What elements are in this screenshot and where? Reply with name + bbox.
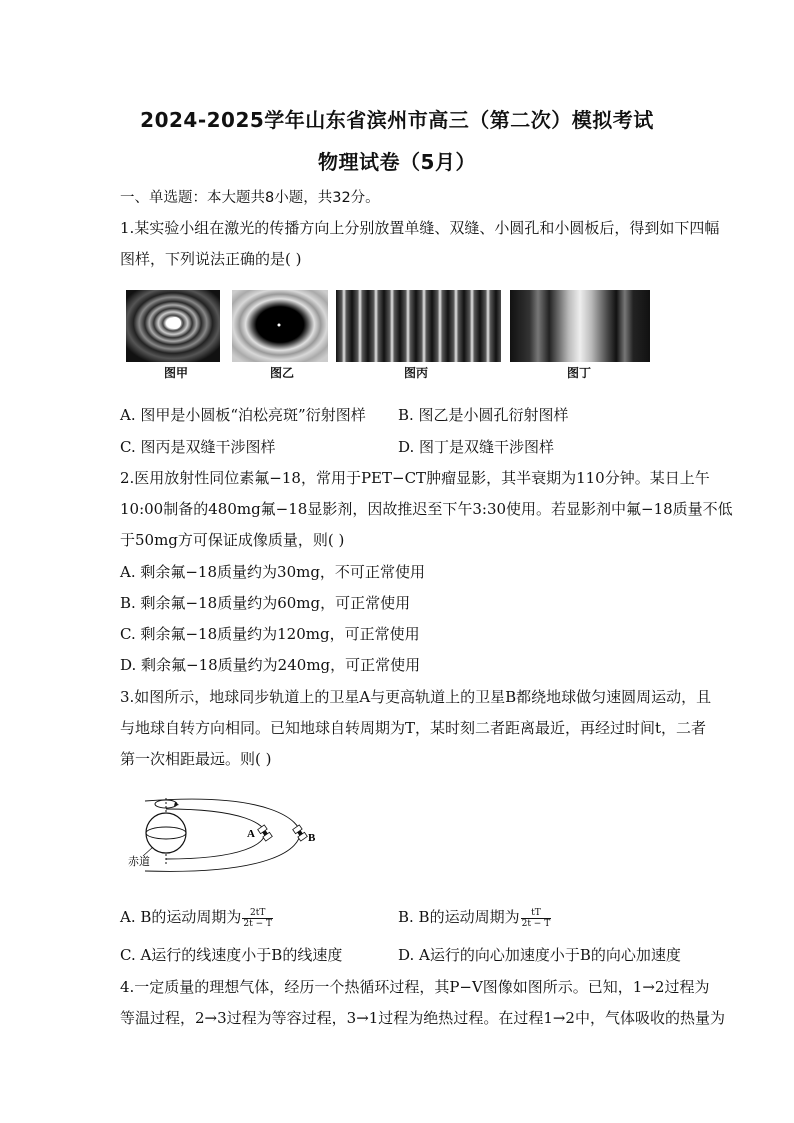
q4-stem-line1: 4.一定质量的理想气体，经历一个热循环过程，其P−V图像如图所示。已知，1→2过程为 (120, 978, 710, 996)
q3-option-a[interactable]: A. B的运动周期为 $\frac{2tT}{2t - T}$ (120, 907, 273, 929)
q1-option-d[interactable]: D. 图丁是双缝干涉图样 (398, 438, 555, 456)
label-b: B (308, 832, 316, 844)
q1-option-b[interactable]: B. 图乙是小圆孔衍射图样 (398, 406, 569, 424)
exam-title: 2024-2025学年山东省滨州市高三（第二次）模拟考试 (140, 108, 654, 132)
exam-subtitle: 物理试卷（5月） (318, 150, 476, 174)
q4-stem-line2: 等温过程，2→3过程为等容过程，3→1过程为绝热过程。在过程1→2中，气体吸收的热量为 (120, 1009, 725, 1027)
q2-option-d[interactable]: D. 剩余氟−18质量约为240mg，可正常使用 (120, 656, 421, 674)
caption-yi: 图乙 (269, 366, 294, 380)
section-heading: 一、单选题：本大题共8小题，共32分。 (120, 190, 380, 206)
caption-bing: 图丙 (403, 366, 428, 380)
q2-stem-line1: 2.医用放射性同位素氟−18，常用于PET−CT肿瘤显影，其半衰期为110分钟。某日上午 (120, 469, 710, 487)
q3-stem-line3: 第一次相距最远。则( ) (120, 750, 272, 768)
caption-jia: 图甲 (163, 366, 188, 380)
caption-ding: 图丁 (566, 366, 591, 380)
q2-option-a[interactable]: A. 剩余氟−18质量约为30mg，不可正常使用 (120, 563, 425, 581)
satellite-b-icon (293, 825, 308, 841)
q2-stem-line3: 于50mg方可保证成像质量，则( ) (120, 531, 345, 549)
q2-stem-line2: 10:00制备的480mg氟−18显影剂，因故推迟至下午3:30使用。若显影剂中氟−18质量不低 (120, 500, 733, 518)
fig-jia-image (126, 290, 220, 362)
q3-stem-line2: 与地球自转方向相同。已知地球自转周期为T，某时刻二者距离最近，再经过时间t，二者 (120, 719, 707, 737)
fig-yi-image (232, 290, 328, 362)
q3-option-d[interactable]: D. A运行的向心加速度小于B的向心加速度 (398, 946, 681, 964)
q2-option-b[interactable]: B. 剩余氟−18质量约为60mg，可正常使用 (120, 594, 411, 612)
q3-option-b[interactable]: B. B的运动周期为 $\frac{tT}{2t - T}$ (398, 907, 551, 929)
q2-option-c[interactable]: C. 剩余氟−18质量约为120mg，可正常使用 (120, 625, 420, 643)
label-equator: 赤道 (128, 855, 150, 868)
q3-option-a-fraction: $\frac{2tT}{2t - T}$ (243, 907, 273, 929)
q3-option-b-fraction: $\frac{tT}{2t - T}$ (521, 907, 551, 929)
fig-ding-image (510, 290, 650, 362)
q3-option-c[interactable]: C. A运行的线速度小于B的线速度 (120, 946, 343, 964)
q1-stem-line2: 图样，下列说法正确的是( ) (120, 250, 302, 268)
q3-orbit-diagram (125, 795, 335, 880)
satellite-a-icon (258, 825, 273, 841)
q1-stem-line1: 1.某实验小组在激光的传播方向上分别放置单缝、双缝、小圆孔和小圆板后，得到如下四幅 (120, 219, 720, 237)
fig-bing-image (336, 290, 501, 362)
q1-option-c[interactable]: C. 图丙是双缝干涉图样 (120, 438, 276, 456)
label-a: A (247, 828, 255, 840)
q3-stem-line1: 3.如图所示，地球同步轨道上的卫星A与更高轨道上的卫星B都绕地球做匀速圆周运动，且 (120, 688, 712, 706)
q1-option-a[interactable]: A. 图甲是小圆板“泊松亮斑”衍射图样 (120, 406, 366, 424)
earth-icon (146, 813, 186, 853)
